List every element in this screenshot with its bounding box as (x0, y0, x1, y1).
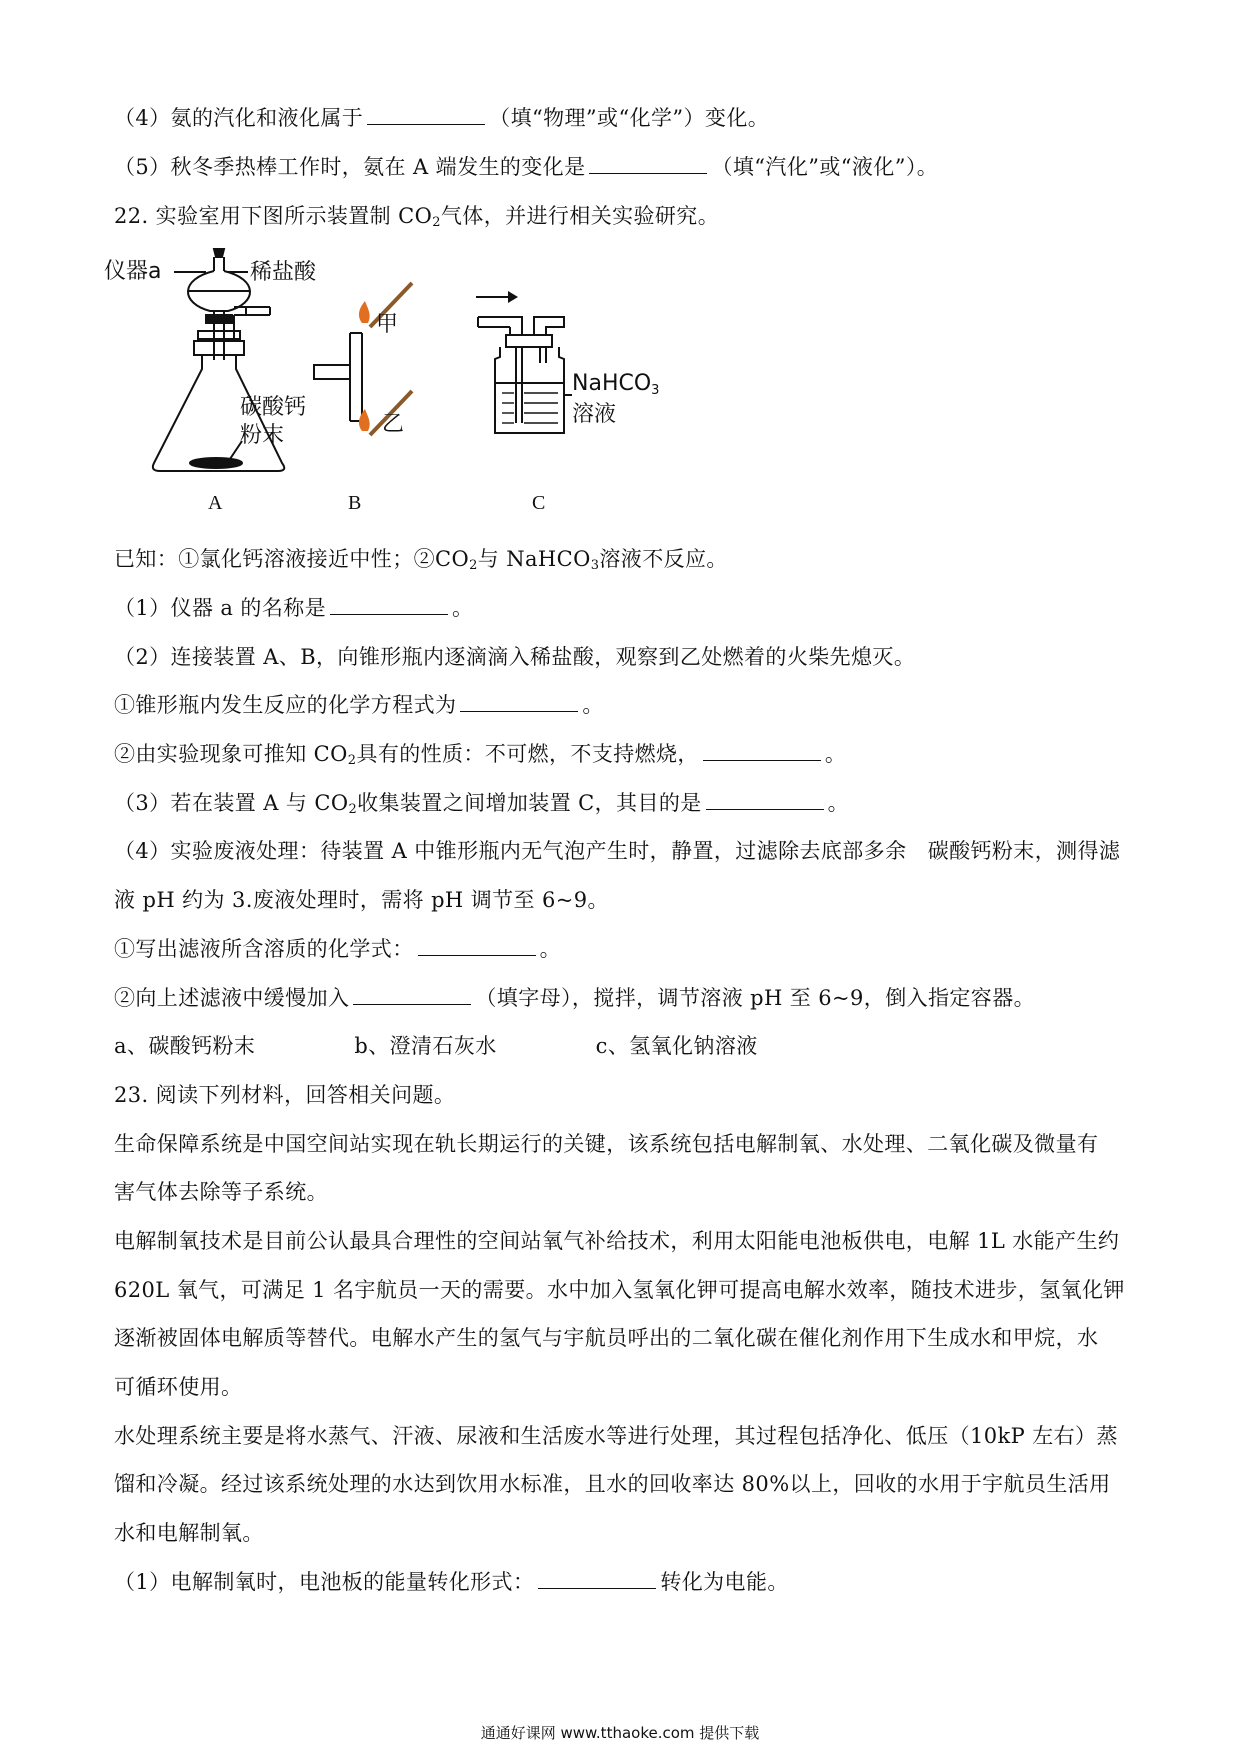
q22-options: a、碳酸钙粉末 b、澄清石灰水 c、氢氧化钠溶液 (114, 1034, 758, 1058)
caption-a: A (208, 492, 223, 514)
q21-5: （5）秋冬季热棒工作时，氨在 A 端发生的变化是 （填“汽化”或“液化”）。 (114, 155, 939, 179)
answer-blank[interactable] (703, 740, 821, 761)
label-instrument-a: 仪器a (104, 259, 162, 284)
q22-2: （2）连接装置 A、B，向锥形瓶内逐滴滴入稀盐酸，观察到乙处燃着的火柴先熄灭。 (114, 645, 916, 669)
caption-b: B (348, 492, 362, 514)
label-yi: 乙 (382, 412, 405, 437)
q22-2-2: ②由实验现象可推知 $CO_2$具有的性质：不可燃，不支持燃烧， 。 (114, 742, 847, 768)
answer-blank[interactable] (460, 691, 578, 712)
passage-p1-l1: 生命保障系统是中国空间站实现在轨长期运行的关键，该系统包括电解制氧、水处理、二氧化碳及微量有 (114, 1132, 1099, 1156)
known-info: 已知：①氯化钙溶液接近中性；$②CO_2$与 NaHCO$_3$溶液不反应。 (114, 547, 728, 573)
answer-blank[interactable] (367, 104, 485, 125)
caption-c: C (532, 492, 546, 514)
passage-p1-l2: 害气体去除等子系统。 (114, 1180, 328, 1204)
page-footer: 通通好课网 www.tthaoke.com 提供下载 (480, 1724, 760, 1742)
q22-stem: 22. 实验室用下图所示装置制 $CO_2$气体，并进行相关实验研究。 (114, 204, 720, 230)
q22-4-1: ①写出滤液所含溶质的化学式： 。 (114, 937, 562, 961)
apparatus-figure (104, 245, 750, 530)
q22-4-2: ②向上述滤液中缓慢加入 （填字母），搅拌，调节溶液 pH 至 6~9，倒入指定容器。 (114, 986, 1036, 1010)
answer-blank[interactable] (589, 153, 707, 174)
passage-p3-l3: 水和电解制氧。 (114, 1521, 264, 1545)
answer-blank[interactable] (330, 594, 448, 615)
label-jia: 甲 (376, 312, 399, 337)
q23-1: （1）电解制氧时，电池板的能量转化形式： 转化为电能。 (114, 1570, 789, 1594)
label-caco3: 碳酸钙 (240, 395, 307, 420)
answer-blank[interactable] (538, 1568, 656, 1589)
label-powder: 粉末 (240, 423, 285, 448)
passage-p3-l1: 水处理系统主要是将水蒸气、汗液、尿液和生活废水等进行处理，其过程包括净化、低压（10kP 左右）蒸 (114, 1424, 1118, 1448)
passage-p2-l3: 逐渐被固体电解质等替代。电解水产生的氢气与宇航员呼出的二氧化碳在催化剂作用下生成水和甲烷，水 (114, 1326, 1099, 1350)
passage-p3-l2: 馏和冷凝。经过该系统处理的水达到饮用水标准，且水的回收率达 80%以上，回收的水用于宇航员生活用 (114, 1472, 1111, 1496)
q21-4: （4）氨的汽化和液化属于 （填“物理”或“化学”）变化。 (114, 106, 770, 130)
passage-p2-l4: 可循环使用。 (114, 1375, 243, 1399)
passage-p2-l1: 电解制氧技术是目前公认最具合理性的空间站氧气补给技术，利用太阳能电池板供电，电解 1L 水能产生约 (114, 1229, 1120, 1253)
q22-1: （1）仪器 a 的名称是 。 (114, 596, 474, 620)
answer-blank[interactable] (706, 789, 824, 810)
q22-4-line1: （4）实验废液处理：待装置 A 中锥形瓶内无气泡产生时，静置，过滤除去底部多余 碳酸钙粉末，测得滤 (114, 839, 1121, 863)
label-solution: 溶液 (572, 402, 617, 427)
q22-3: （3）若在装置 A 与 $CO_2$收集装置之间增加装置 C，其目的是 。 (114, 791, 850, 817)
q23-stem: 23. 阅读下列材料，回答相关问题。 (114, 1083, 456, 1107)
q22-2-1: ①锥形瓶内发生反应的化学方程式为 。 (114, 693, 604, 717)
passage-p2-l2: 620L 氧气，可满足 1 名宇航员一天的需要。水中加入氢氧化钾可提高电解水效率，随技术进步，氢氧化钾 (114, 1278, 1125, 1302)
answer-blank[interactable] (418, 935, 536, 956)
label-dilute-hcl: 稀盐酸 (250, 260, 317, 285)
label-nahco3: NaHCO3 (572, 371, 660, 398)
q22-4-line2: 液 pH 约为 3.废液处理时，需将 pH 调节至 6~9。 (114, 888, 609, 912)
answer-blank[interactable] (353, 984, 471, 1005)
